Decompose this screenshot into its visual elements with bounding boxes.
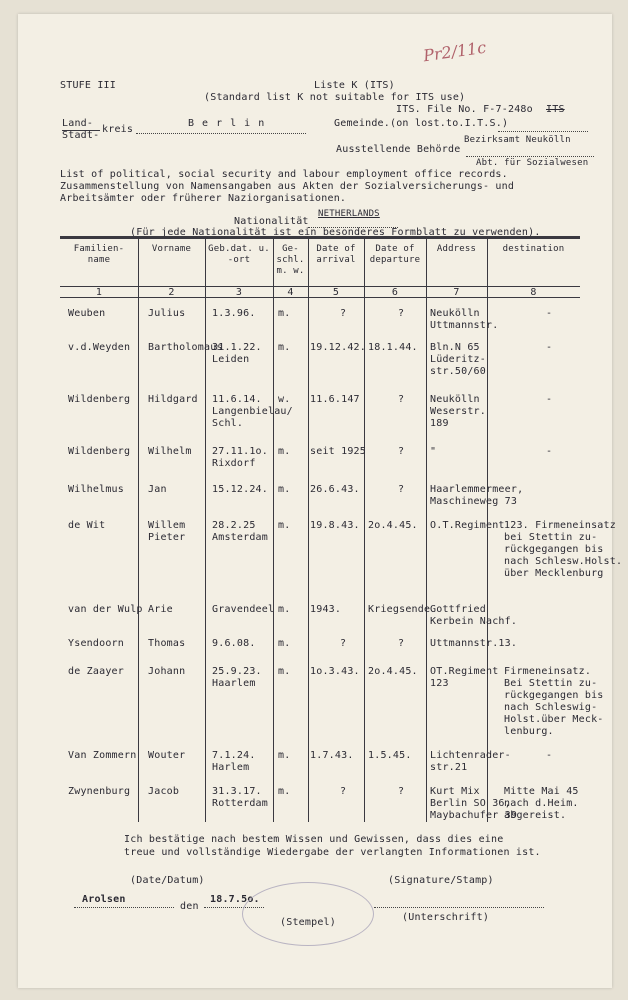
table-cell-addr: Gottfried Kerbein Nachf. [430,604,518,627]
table-cell-g: m. [278,446,291,457]
column-number: 1 [95,287,103,298]
table-cell-geb: 11.6.14. Langenbielau/ Schl. [212,394,293,429]
column-header: Familien- name [73,244,125,265]
column-header: Vorname [151,244,192,254]
column-header: Ge- schl. m. w. [276,244,305,276]
intro-line-1: List of political, social security and labour employment office records. [60,169,508,180]
land-stadt-label: Land- Stadt- [62,118,100,141]
table-cell-vor: Wouter [148,750,186,761]
table-cell-geb: Gravendeel [212,604,275,615]
column-header: destination [502,244,565,254]
table-cell-arr: 19.12.42. [310,342,366,353]
table-cell-dep: Kriegsende [368,604,431,615]
table-cell-fam: Weuben [68,308,106,319]
table-cell-geb: 15.12.24. [212,484,268,495]
table-cell-geb: 28.2.25 Amsterdam [212,520,268,543]
table-cell-arr: 1943. [310,604,342,615]
table-cell-arr: 1.7.43. [310,750,354,761]
table-cell-g: m. [278,484,291,495]
table-cell-g: m. [278,308,291,319]
column-number: 5 [332,287,340,298]
table-cell-vor: Thomas [148,638,186,649]
intro-line-2: Zusammenstellung von Namensangaben aus Akten der Sozialversicherungs- und [60,181,515,192]
table-cell-addr: Uttmannstr.13. [430,638,518,649]
unterschrift-label: (Unterschrift) [402,912,490,923]
table-cell-addr: Neukölln Uttmannstr. [430,308,499,331]
confirmation-line-1: Ich bestätige nach bestem Wissen und Gewissen, dass dies eine [124,834,504,845]
table-cell-fam: de Wit [68,520,106,531]
table-cell-dest: Mitte Mai 45 nach d.Heim. abgereist. [504,786,579,821]
handwritten-mark: Pr2/11c [421,37,488,66]
table-cell-vor: Johann [148,666,186,677]
table-cell-addr: Kurt Mix Berlin SO 36, Maybachufer 39 [430,786,518,821]
table-cell-dep: 18.1.44. [368,342,418,353]
table-cell-g: m. [278,750,291,761]
table-cell-arr: 11.6.147 [310,394,360,405]
stufe-label: STUFE III [60,80,116,91]
table-cell-geb: 9.6.08. [212,638,256,649]
column-number: 6 [391,287,399,298]
column-number: 4 [287,287,294,298]
column-number: 8 [530,287,537,298]
behoerde-value-2: Abt. für Sozialwesen [476,158,589,168]
table-cell-geb: 27.11.1o. Rixdorf [212,446,268,469]
liste-title: Liste K (ITS) [314,80,395,91]
table-cell-dep: ? [398,308,405,319]
column-number: 2 [168,287,175,298]
table-cell-vor: Arie [148,604,173,615]
table-cell-arr: seit 1925 [310,446,366,457]
table-cell-dep: 2o.4.45. [368,666,418,677]
table-cell-g: m. [278,520,291,531]
confirmation-line-2: treue und vollständige Wiedergabe der verlangten Informationen ist. [124,847,541,858]
column-number: 3 [235,287,243,298]
table-cell-dest: Firmeneinsatz. Bei Stettin zu- rückgegangen bis nach Schleswig- Holst.über Meck- lenburg. [504,666,604,737]
table-cell-fam: Zwynenburg [68,786,131,797]
column-header: Date of departure [369,244,421,265]
table-cell-vor: Jacob [148,786,180,797]
column-header: Geb.dat. u. -ort [208,244,270,265]
table-cell-g: w. [278,394,291,405]
formblatt-note: (Für jede Nationalität ist ein besonderes Formblatt zu verwenden). [130,227,541,238]
table-cell-dest: 123. Firmeneinsatz bei Stettin zu- rückgegangen bis nach Schlesw.Holst. über Mecklenburg [504,520,623,579]
date-label: (Date/Datum) [130,875,205,886]
table-cell-arr: ? [340,638,347,649]
column-header: Date of arrival [316,244,356,265]
table-cell-vor: Willem Pieter [148,520,186,543]
ausstellende-label: Ausstellende Behörde [336,144,461,155]
table-cell-arr: 1o.3.43. [310,666,360,677]
table-cell-arr: 19.8.43. [310,520,360,531]
table-cell-dep: ? [398,484,405,495]
table-cell-arr: ? [340,786,347,797]
table-cell-dest: - [546,308,553,319]
ghost-stamp [242,882,374,946]
table-cell-dep: ? [398,394,405,405]
behoerde-value-1: Bezirksamt Neukölln [464,135,571,145]
gemeinde-label: Gemeinde.(on lost.to.I.T.S.) [334,118,509,129]
table-cell-fam: van der Wulp [68,604,143,615]
table-cell-dep: 1.5.45. [368,750,412,761]
table-cell-geb: 31.1.22. Leiden [212,342,262,365]
standard-note: (Standard list K not suitable for ITS use) [204,92,466,103]
column-number: 7 [453,287,460,298]
table-cell-addr: " [430,446,437,457]
table-cell-fam: de Zaayer [68,666,124,677]
table-cell-fam: Ysendoorn [68,638,124,649]
table-cell-vor: Wilhelm [148,446,192,457]
table-cell-geb: 25.9.23. Haarlem [212,666,262,689]
table-cell-arr: 26.6.43. [310,484,360,495]
table-cell-addr: Neukölln Weserstr. 189 [430,394,486,429]
kreis-value: B e r l i n [188,118,266,129]
table-cell-dep: 2o.4.45. [368,520,418,531]
nationality-label: Nationalität [234,216,309,227]
table-cell-g: m. [278,604,291,615]
table-cell-fam: Wildenberg [68,446,131,457]
stempel-label: (Stempel) [280,917,336,928]
table-cell-vor: Bartholomaus [148,342,223,353]
table-cell-addr: Bln.N 65 Lüderitz- str.50/60 [430,342,486,377]
table-cell-arr: ? [340,308,347,319]
table-cell-fam: Van Zommern [68,750,137,761]
table-cell-geb: 7.1.24. Harlem [212,750,256,773]
table-cell-g: m. [278,342,291,353]
table-cell-g: m. [278,666,291,677]
table-cell-fam: Wilhelmus [68,484,124,495]
table-cell-geb: 31.3.17. Rotterdam [212,786,268,809]
table-cell-dep: ? [398,786,405,797]
table-cell-geb: 1.3.96. [212,308,256,319]
table-cell-vor: Jan [148,484,167,495]
table-cell-dep: ? [398,446,405,457]
table-cell-vor: Hildgard [148,394,198,405]
table-cell-addr: Lichtenrader- str.21 [430,750,511,773]
table-cell-vor: Julius [148,308,186,319]
table-cell-dest: - [546,750,553,761]
table-cell-dep: ? [398,638,405,649]
its-file-number: ITS. File No. F-7-248o [396,104,533,115]
column-header: Address [436,244,477,254]
table-cell-addr: OT.Regiment 123 [430,666,499,689]
table-cell-addr: Haarlemmermeer, Maschineweg 73 [430,484,524,507]
table-cell-dest: - [546,446,553,457]
nationality-value: NETHERLANDS [318,209,380,219]
intro-line-3: Arbeitsämter oder früherer Naziorganisationen. [60,193,347,204]
table-cell-g: m. [278,638,291,649]
table-cell-fam: Wildenberg [68,394,131,405]
table-cell-g: m. [278,786,291,797]
signature-label: (Signature/Stamp) [388,875,494,886]
place-value: Arolsen [82,894,126,905]
den-label: den [180,901,199,912]
date-value: 18.7.5o. [210,894,260,905]
table-cell-dest: - [546,342,553,353]
kreis-label: kreis [102,124,134,135]
document-page [18,14,623,988]
table-cell-fam: v.d.Weyden [68,342,131,353]
table-cell-addr: O.T.Regiment [430,520,505,531]
table-cell-dest: - [546,394,553,405]
its-file-strike: ITS [546,104,565,115]
